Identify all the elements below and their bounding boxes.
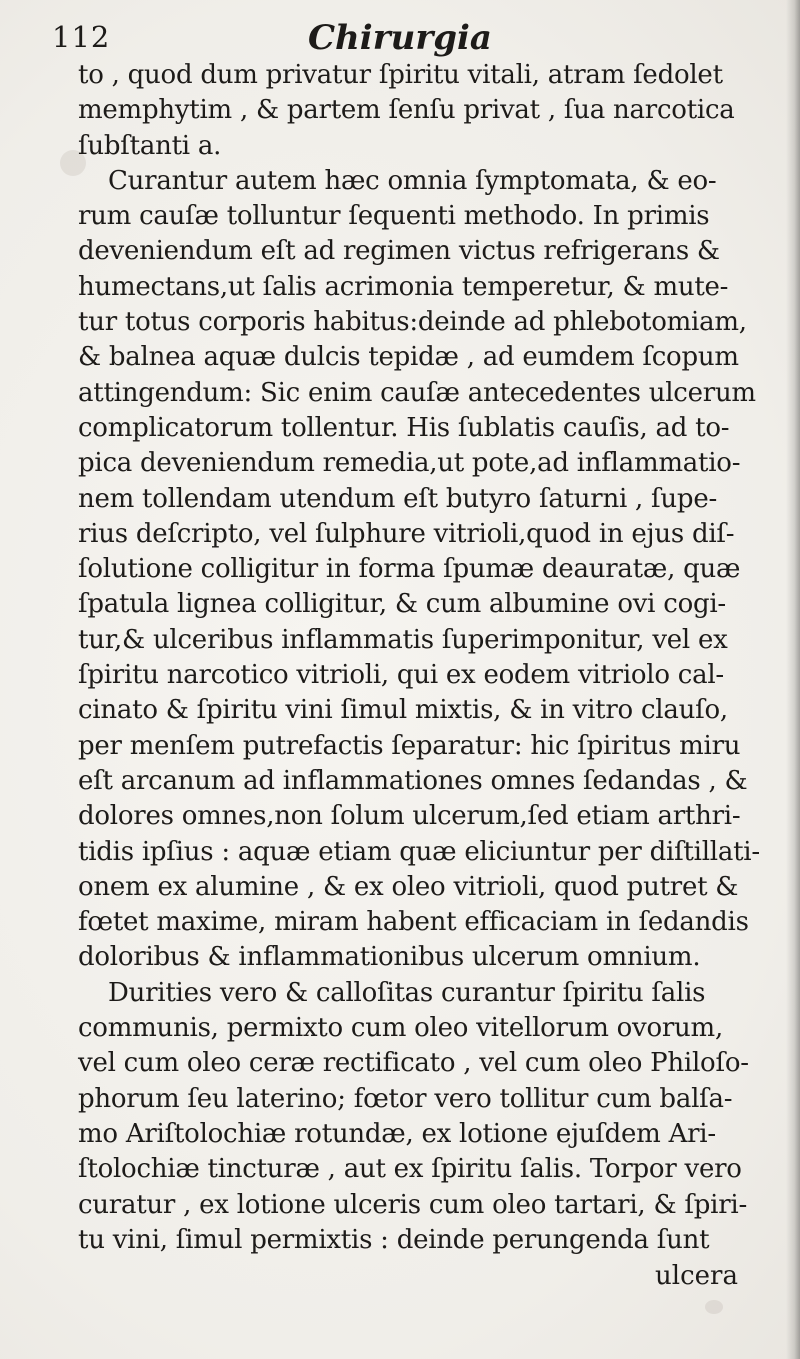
text-line: per menſem putrefactis ſeparatur: hic ſpiritus miru: [78, 730, 741, 761]
text-line: pica deveniendum remedia,ut pote,ad inflammatio-: [78, 448, 741, 479]
text-line: memphytim , & partem ſenſu privat , ſua narcotica: [78, 95, 735, 126]
text-line: ſpiritu narcotico vitrioli, qui ex eodem vitriolo cal-: [78, 660, 724, 691]
text-line: tidis ipſius : aquæ etiam quæ eliciuntur per diſtillati-: [78, 836, 760, 867]
text-line: tu vini, ſimul permixtis : deinde perungenda ſunt: [78, 1224, 710, 1255]
text-line: eſt arcanum ad inflammationes omnes ſedandas , &: [78, 765, 748, 796]
text-line: deveniendum eſt ad regimen victus refrigerans &: [78, 236, 720, 267]
text-line: phorum ſeu laterino; fœtor vero tollitur cum balſa-: [78, 1083, 733, 1114]
text-line: rius deſcripto, vel ſulphure vitrioli,quod in ejus diſ-: [78, 518, 735, 549]
text-line: & balnea aquæ dulcis tepidæ , ad eumdem ſcopum: [78, 342, 739, 373]
text-line: attingendum: Sic enim cauſæ antecedentes ulcerum: [78, 377, 756, 408]
running-head: Chirurgia: [308, 18, 492, 58]
body-text: [78, 58, 768, 1294]
paragraph-start-line: Curantur autem hæc omnia ſymptomata, & eo-: [108, 165, 717, 196]
foxing-stain: [705, 1300, 723, 1314]
text-line: nem tollendam utendum eſt butyro ſaturni , ſupe-: [78, 483, 717, 514]
page-number: 112: [52, 20, 111, 54]
text-line: mo Ariſtolochiæ rotundæ, ex lotione ejuſdem Ari-: [78, 1118, 716, 1149]
text-line: communis, permixto cum oleo vitellorum ovorum,: [78, 1013, 723, 1044]
text-line: to , quod dum privatur ſpiritu vitali, atram ſedolet: [78, 60, 723, 90]
text-line: fœtet maxime, miram habent efficaciam in ſedandis: [78, 907, 749, 938]
text-line: onem ex alumine , & ex oleo vitrioli, quod putret &: [78, 871, 739, 902]
page-edge-shadow: [786, 0, 800, 1359]
text-line: rum cauſæ tolluntur ſequenti methodo. In primis: [78, 201, 710, 232]
text-line: dolores omnes,non ſolum ulcerum,ſed etiam arthri-: [78, 801, 741, 832]
text-line: ſubſtanti a.: [78, 130, 222, 161]
text-line: ſpatula lignea colligitur, & cum albumine ovi cogi-: [78, 589, 726, 620]
text-line: doloribus & inflammationibus ulcerum omnium.: [78, 942, 701, 973]
paragraph-start-line: Durities vero & calloſitas curantur ſpiritu ſalis: [108, 977, 706, 1008]
catchword: ulcera: [655, 1261, 738, 1292]
text-line: curatur , ex lotione ulceris cum oleo tartari, & ſpiri-: [78, 1189, 747, 1220]
text-line: cinato & ſpiritu vini ſimul mixtis, & in vitro clauſo,: [78, 695, 728, 726]
text-line: ſolutione colligitur in forma ſpumæ deauratæ, quæ: [78, 554, 741, 585]
text-line: humectans,ut ſalis acrimonia temperetur, & mute-: [78, 271, 729, 302]
page-header: [52, 16, 772, 62]
text-line: ſtolochiæ tincturæ , aut ex ſpiritu ſalis. Torpor vero: [78, 1154, 742, 1185]
text-line: complicatorum tollentur. His ſublatis cauſis, ad to-: [78, 412, 730, 443]
text-line: tur totus corporis habitus:deinde ad phlebotomiam,: [78, 307, 747, 338]
text-line: vel cum oleo ceræ rectificato , vel cum oleo Philoſo-: [78, 1048, 749, 1079]
text-line: tur,& ulceribus inflammatis ſuperimponitur, vel ex: [78, 624, 728, 655]
